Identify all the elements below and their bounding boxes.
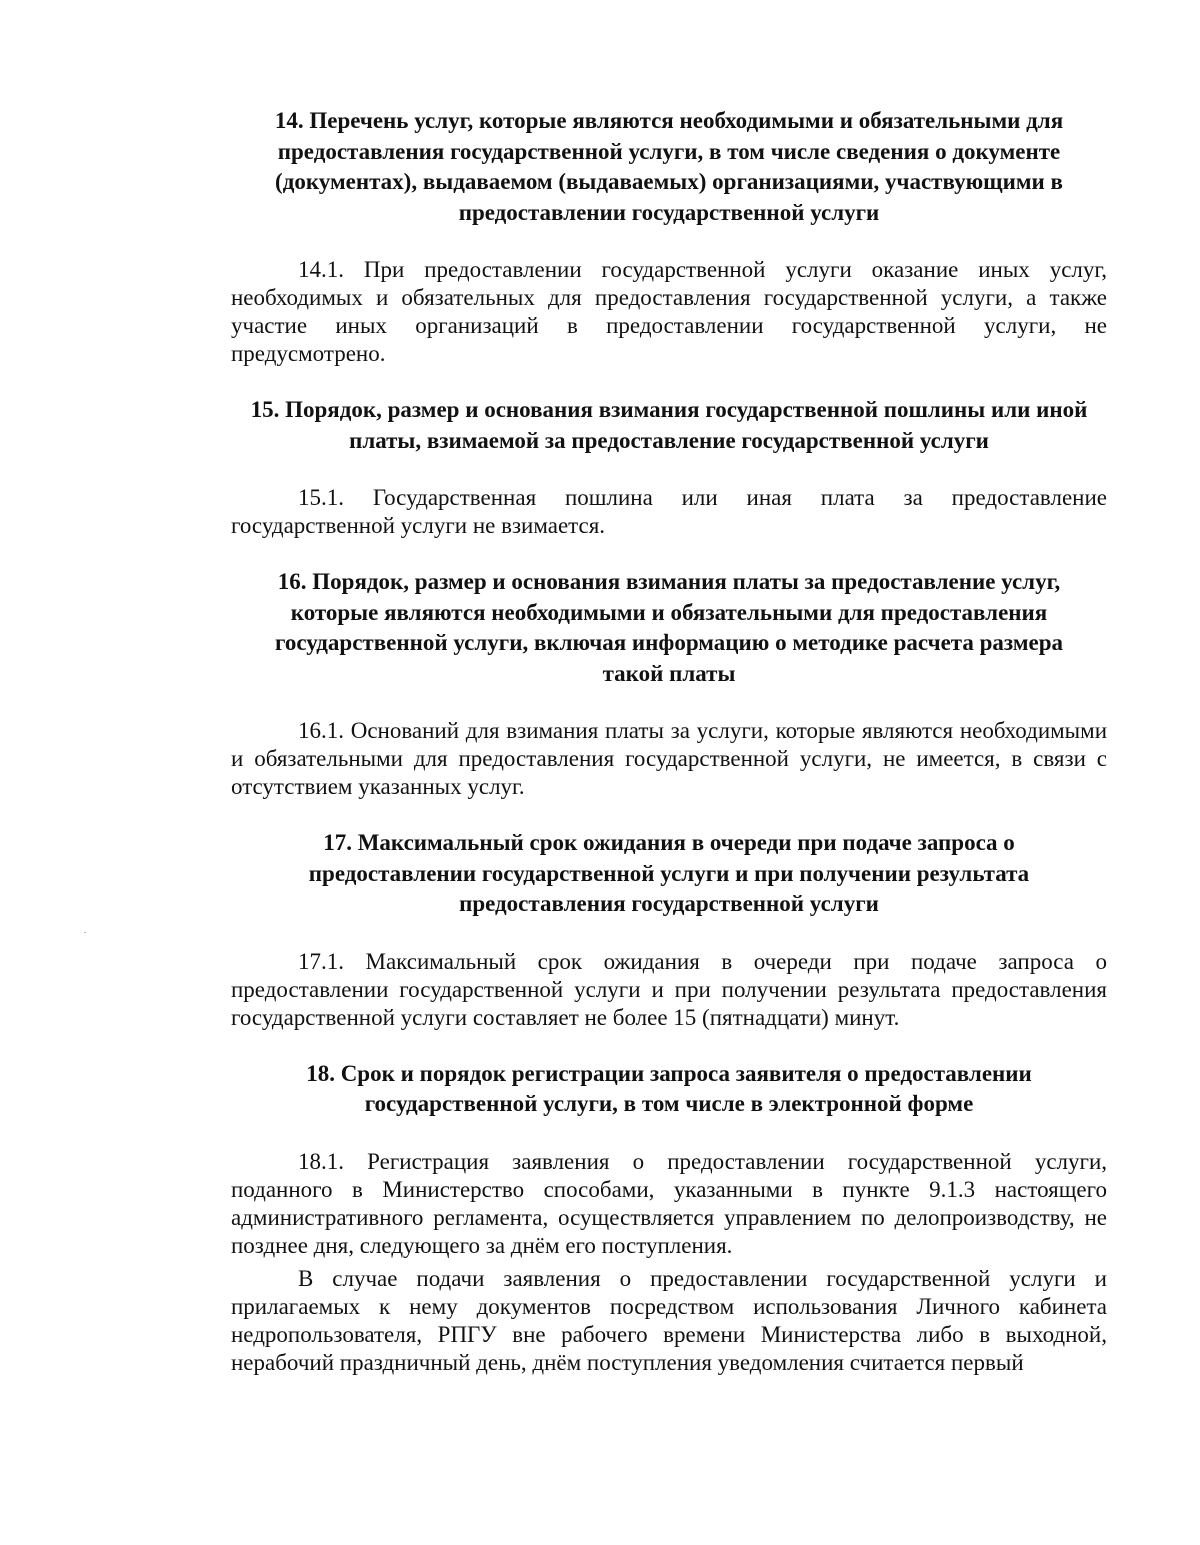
- paragraph-15-1: 15.1. Государственная пошлина или иная плата за предоставление государственной услуги не взимается.: [231, 485, 1107, 538]
- section-18-heading: 18. Срок и порядок регистрации запроса заявителя о предоставлении государственной услуги, в том числе в электронной форме: [306, 1060, 1032, 1116]
- scan-artifact: [84, 932, 86, 933]
- spacer: [231, 368, 1107, 395]
- section-17-heading: 17. Максимальный срок ожидания в очереди при подаче запроса о предоставлении государственной услуги и при получении результата предоставления государственной услуги: [308, 830, 1030, 916]
- spacer: [231, 456, 1107, 484]
- spacer: [231, 540, 1107, 567]
- paragraph-17-1: 17.1. Максимальный срок ожидания в очереди при подаче запроса о предоставлении государственной услуги и при получении результата предоставления государственной услуги составляет не более 15 (пятнадцати) минут.: [231, 948, 1107, 1030]
- spacer: [231, 1120, 1107, 1148]
- spacer: [231, 689, 1107, 717]
- spacer: [231, 228, 1107, 256]
- paragraph-14-1: 14.1. При предоставлении государственной услуги оказание иных услуг, необходимых и обязательных для предоставления государственной услуги, а также участие иных организаций в предоставлении государственной услуги, не предусмотрено.: [231, 257, 1107, 366]
- section-14-heading: 14. Перечень услуг, которые являются необходимыми и обязательными для предоставления государственной услуги, в том числе сведения о документе (документах), выдаваемом (выдаваемых) организациями, участвующими в предоставлении государственной услуги: [274, 108, 1064, 225]
- spacer: [231, 1032, 1107, 1059]
- section-16-heading: 16. Порядок, размер и основания взимания платы за предоставление услуг, которые являются необходимыми и обязательными для предоставления государственной услуги, включая информацию о методике расчета размера такой платы: [274, 569, 1064, 686]
- section-15-heading: 15. Порядок, размер и основания взимания государственной пошлины или иной платы, взимаемой за предоставление государственной услуги: [250, 397, 1088, 453]
- paragraph-18-1: 18.1. Регистрация заявления о предоставлении государственной услуги, поданного в Министерство способами, указанными в пункте 9.1.3 настоящего административного регламента, осуществляется управлением по делопроизводству, не позднее дня, следующего за днём его поступления.: [231, 1148, 1107, 1258]
- paragraph-16-1: 16.1. Оснований для взимания платы за услуги, которые являются необходимыми и обязательными для предоставления государственной услуги, не имеется, в связи с отсутствием указанных услуг.: [231, 718, 1107, 799]
- spacer: [231, 801, 1107, 828]
- paragraph-18-2: В случае подачи заявления о предоставлении государственной услуги и прилагаемых к нему документов посредством использования Личного кабинета недропользователя, РПГУ вне рабочего времени Министерства либо в выходной, нерабочий праздничный день, днём поступления уведомления считается первый: [231, 1265, 1107, 1375]
- spacer: [231, 920, 1107, 948]
- document-page: [231, 106, 1107, 1377]
